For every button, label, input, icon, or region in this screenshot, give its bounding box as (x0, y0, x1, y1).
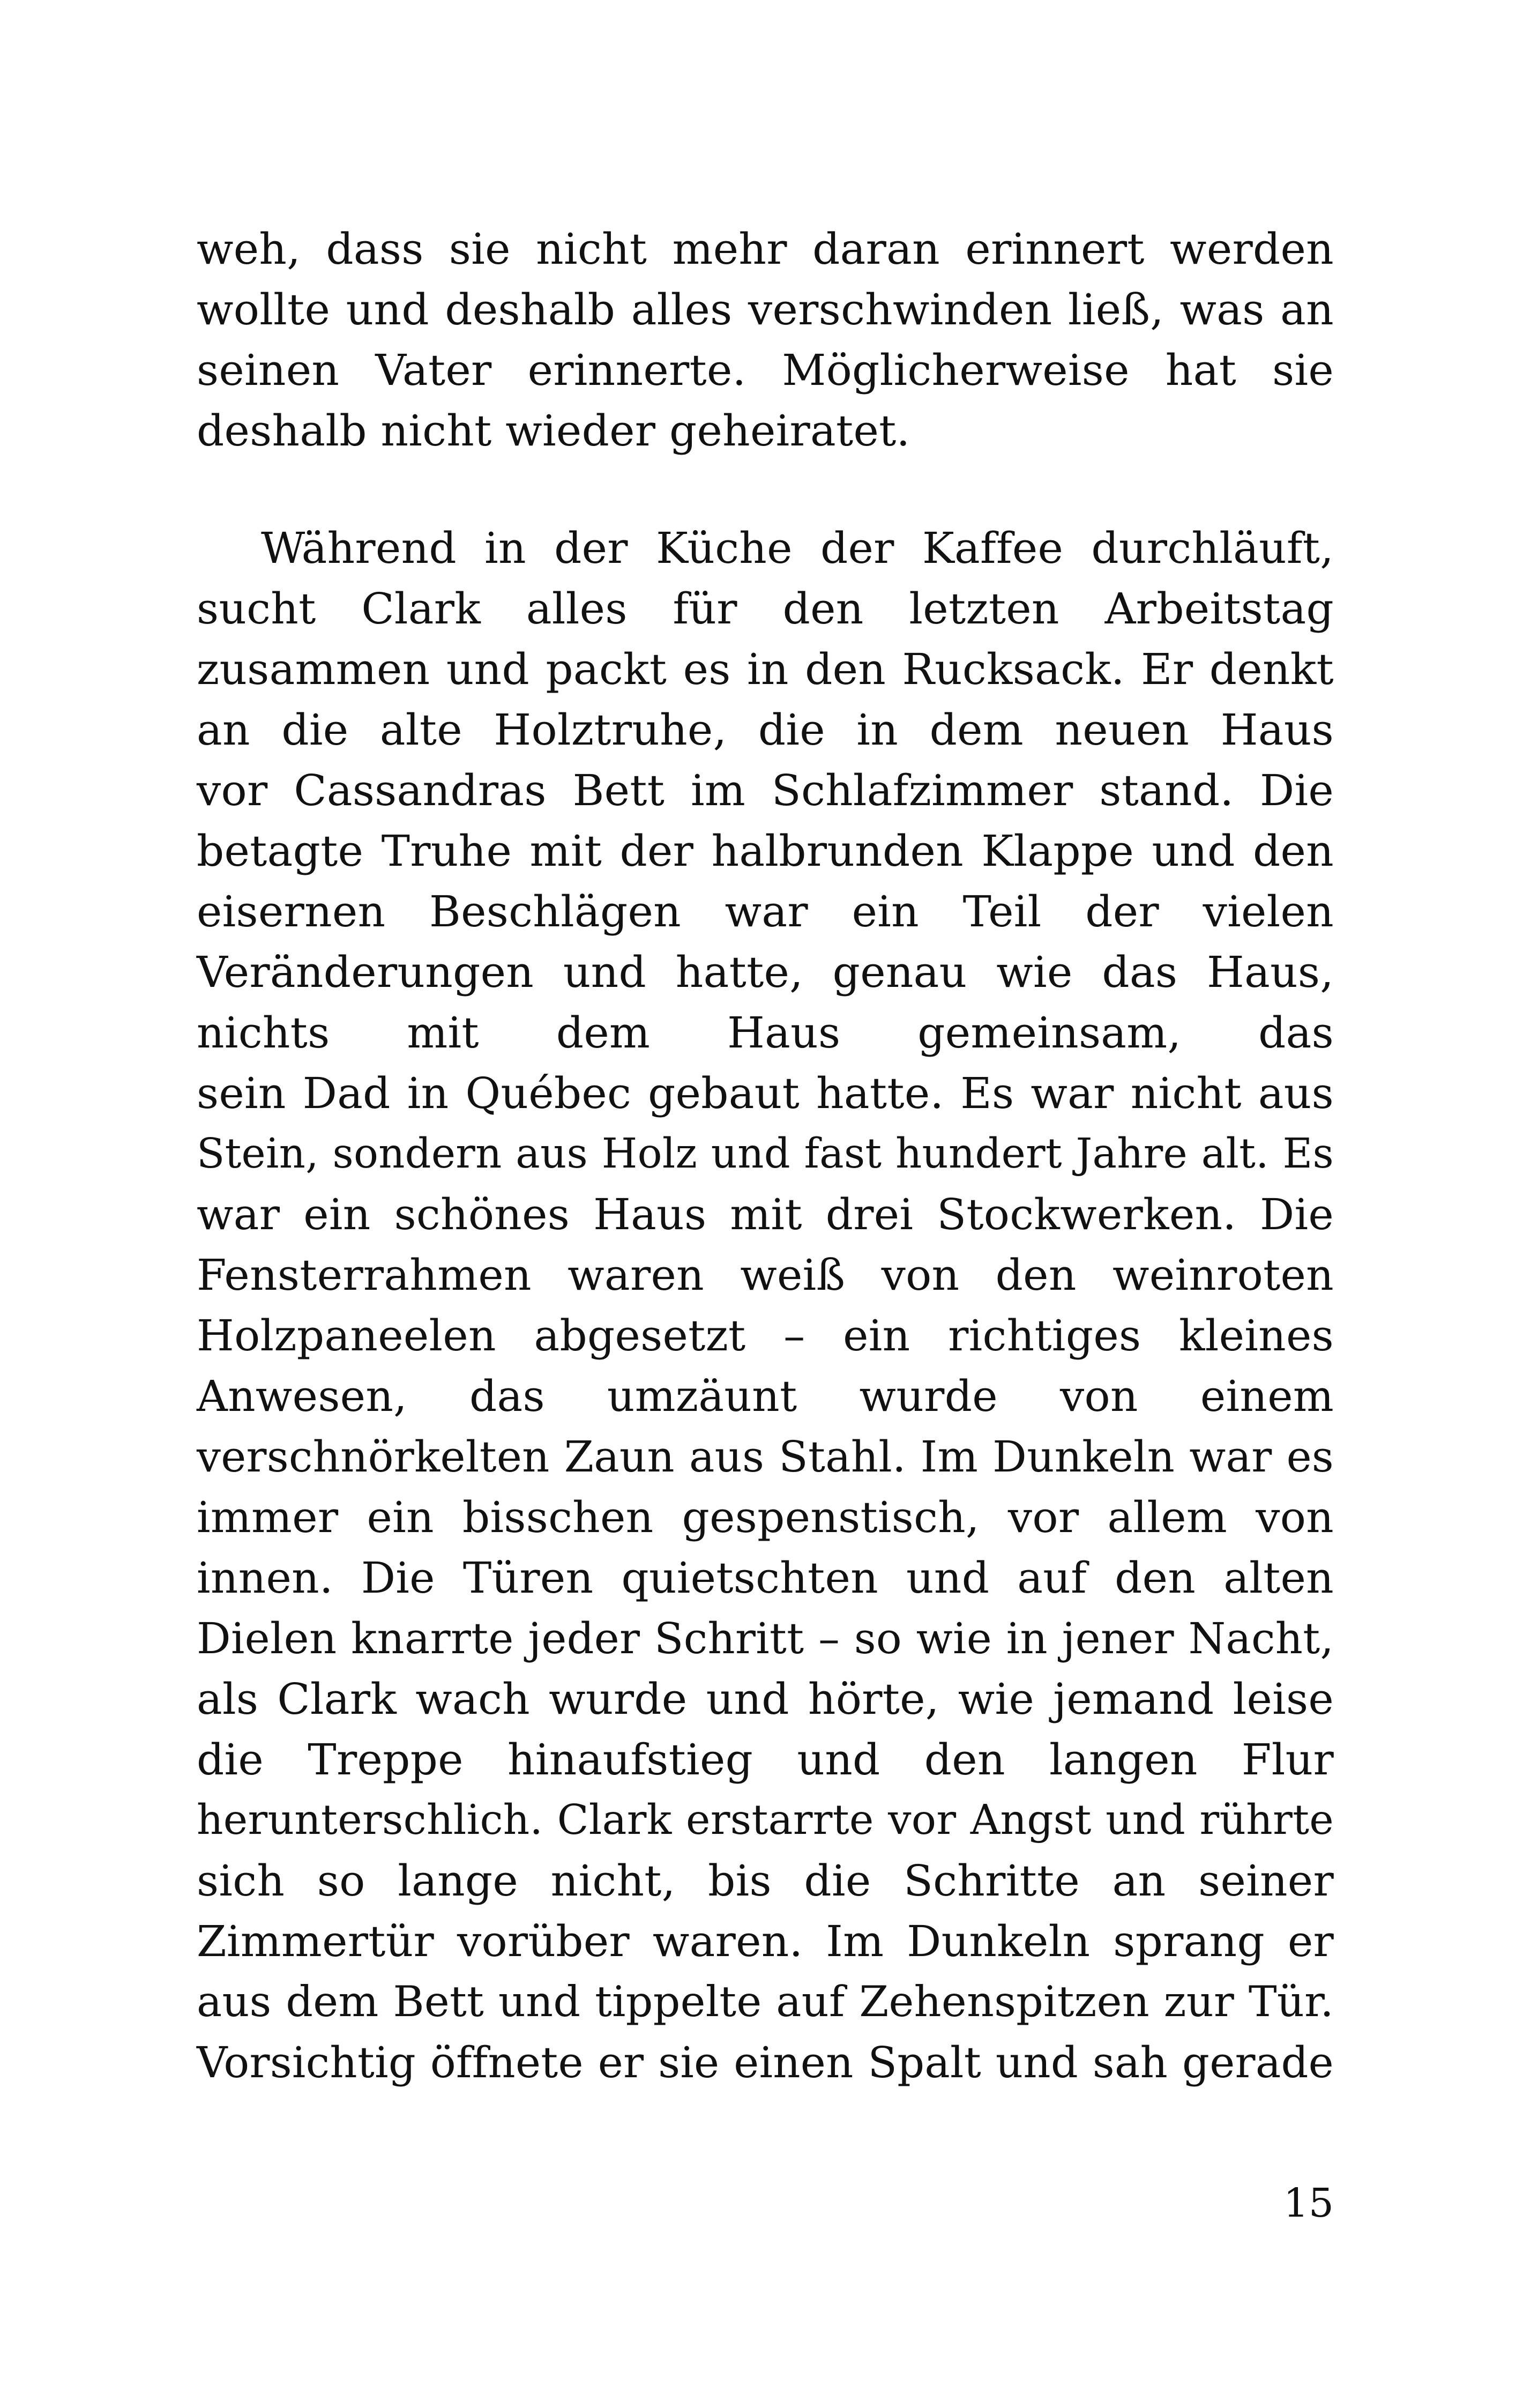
text-line: wollte und deshalb alles verschwinden ließ, was an (197, 285, 1334, 335)
text-line: war ein schönes Haus mit drei Stockwerken. Die (197, 1190, 1334, 1239)
text-line: herunterschlich. Clark erstarrte vor Angst und rührte (197, 1796, 1334, 1844)
text-line: sucht Clark alles für den letzten Arbeitstag (197, 584, 1334, 634)
text-line: seinen Vater erinnerte. Möglicherweise hat sie (197, 345, 1334, 395)
text-line: sein Dad in Québec gebaut hatte. Es war nicht aus (197, 1068, 1334, 1118)
text-line: Stein, sondern aus Holz und fast hundert Jahre alt. Es (197, 1130, 1334, 1178)
paragraph-2 (197, 518, 1334, 2093)
text-line: vor Cassandras Bett im Schlafzimmer stand. Die (197, 765, 1334, 815)
text-line: innen. Die Türen quietschten und auf den alten (197, 1553, 1334, 1603)
text-line: Veränderungen und hatte, genau wie das Haus, (197, 947, 1334, 997)
text-line: verschnörkelten Zaun aus Stahl. Im Dunkeln war es (197, 1432, 1334, 1482)
text-line: Anwesen, das umzäunt wurde von einem (197, 1371, 1334, 1421)
text-line: an die alte Holztruhe, die in dem neuen Haus (197, 705, 1334, 755)
text-line: die Treppe hinaufstieg und den langen Flur (197, 1735, 1334, 1785)
text-line: Zimmertür vorüber waren. Im Dunkeln sprang er (197, 1916, 1334, 1966)
text-line: nichts mit dem Haus gemeinsam, das (197, 1008, 1334, 1058)
text-line: eisernen Beschlägen war ein Teil der vielen (197, 887, 1334, 937)
text-line: Dielen knarrte jeder Schritt – so wie in jener Nacht, (197, 1614, 1334, 1663)
text-line: sich so lange nicht, bis die Schritte an seiner (197, 1856, 1334, 1906)
text-line: immer ein bisschen gespenstisch, vor allem von (197, 1492, 1334, 1542)
text-line: Vorsichtig öffnete er sie einen Spalt und sah gerade (197, 2038, 1334, 2087)
paragraph-1 (197, 219, 1334, 461)
text-line: deshalb nicht wieder geheiratet. (197, 406, 910, 456)
page-number: 15 (1283, 2180, 1334, 2226)
text-line: Fensterrahmen waren weiß von den weinroten (197, 1250, 1334, 1300)
text-line: betagte Truhe mit der halbrunden Klappe und den (197, 826, 1334, 876)
text-line: Holzpaneelen abgesetzt – ein richtiges kleines (197, 1311, 1334, 1361)
text-line: aus dem Bett und tippelte auf Zehenspitzen zur Tür. (197, 1977, 1334, 2026)
text-line: Während in der Küche der Kaffee durchläuft, (261, 523, 1334, 573)
text-line: weh, dass sie nicht mehr daran erinnert werden (197, 224, 1334, 274)
text-line: zusammen und packt es in den Rucksack. Er denkt (197, 644, 1334, 694)
text-line: als Clark wach wurde und hörte, wie jemand leise (197, 1674, 1334, 1724)
